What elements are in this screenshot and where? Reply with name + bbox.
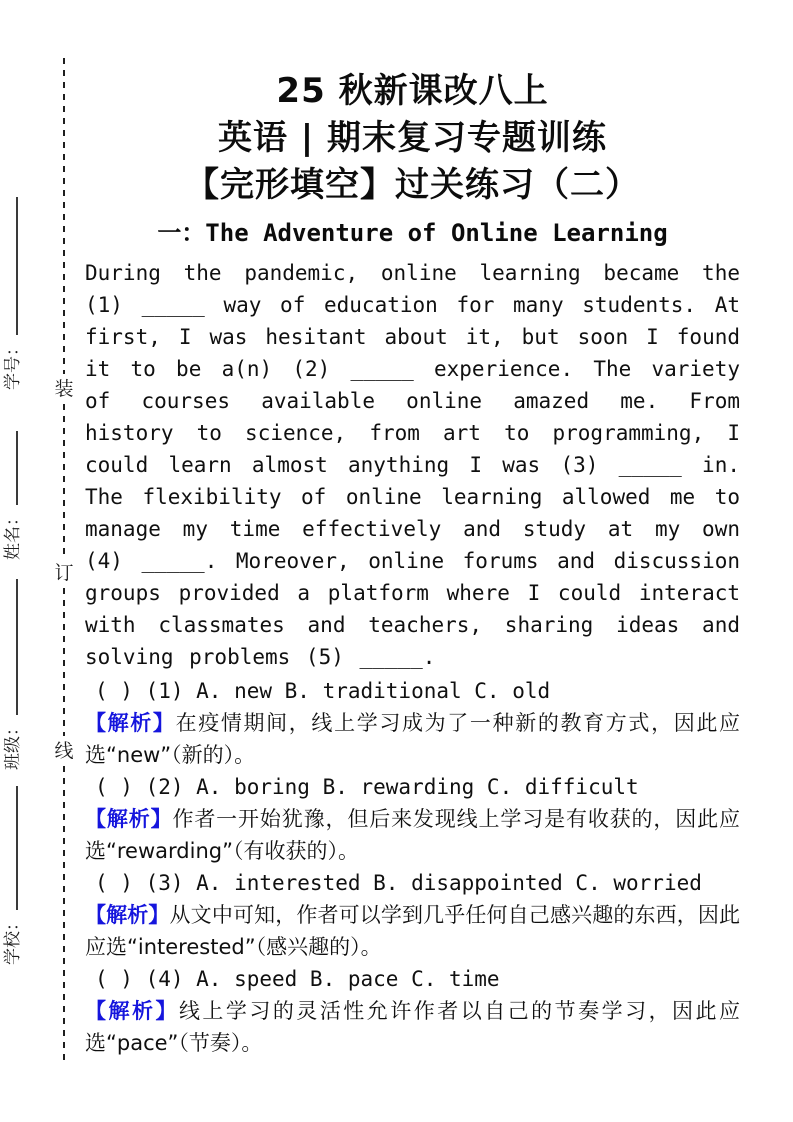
binding-dashed-segment	[63, 766, 65, 1066]
question-1-options: ( ) (1) A. new B. traditional C. old	[95, 679, 551, 703]
analysis-tag: 【解析】	[85, 903, 170, 927]
question-4-options: ( ) (4) A. speed B. pace C. time	[95, 967, 500, 991]
binding-dashed-segment	[63, 588, 65, 736]
worksheet-content	[85, 68, 740, 1059]
analysis-text: 从文中可知，作者可以学到几乎任何自己感兴趣的东西，因此应选“interested”（感兴趣的）。	[85, 903, 741, 959]
cloze-passage: During the pandemic, online learning became the (1) _____ way of education for many students. At first, I was hesitant about it, but soon I found it to be a(n) (2) _____ experience. The variety of courses available online amazed me. From history to science, from art to programming, I could learn almost anything I was (3) _____ in. The flexibility of online learning allowed me to manage my time effectively and study at my own (4) _____. Moreover, online forums and discussion groups provided a platform where I could interact with classmates and teachers, sharing ideas and solving problems (5) _____.	[85, 261, 740, 669]
analysis-3	[85, 899, 740, 963]
fill-blank-student-id	[0, 185, 28, 390]
section-heading: 一：The Adventure of Online Learning	[157, 219, 668, 247]
analysis-4	[85, 995, 740, 1059]
page-title-line-2: 英语 | 期末复习专题训练	[217, 118, 608, 158]
fill-blank-class	[0, 565, 28, 770]
question-2-options: ( ) (2) A. boring B. rewarding C. difficult	[95, 775, 639, 799]
binding-line	[55, 58, 73, 1066]
binding-dashed-segment	[63, 58, 65, 374]
page-title-line-1: 25 秋新课改八上	[276, 71, 549, 111]
binding-dashed-segment	[63, 404, 65, 558]
fill-blank-school	[0, 775, 28, 965]
name-label: 姓名：	[3, 509, 23, 560]
blank-line	[0, 431, 18, 505]
student-id-label: 学号：	[3, 339, 23, 390]
binding-char-ding: 订	[54, 562, 74, 584]
blank-line	[0, 579, 18, 715]
analysis-tag: 【解析】	[85, 999, 179, 1023]
blank-line	[0, 197, 18, 335]
analysis-tag: 【解析】	[85, 807, 173, 831]
question-answer-section	[85, 675, 740, 1059]
fill-blank-name	[0, 420, 28, 560]
analysis-1	[85, 707, 740, 771]
school-label: 学校：	[3, 914, 23, 965]
analysis-text: 线上学习的灵活性允许作者以自己的节奏学习，因此应选“pace”（节奏）。	[85, 999, 741, 1055]
analysis-text: 作者一开始犹豫，但后来发现线上学习是有收获的，因此应选“rewarding”（有收获的）。	[85, 807, 741, 863]
blank-line	[0, 786, 18, 910]
page-title-line-3: 【完形填空】过关练习（二）	[185, 165, 640, 205]
question-3-options: ( ) (3) A. interested B. disappointed C. worried	[95, 871, 702, 895]
analysis-tag: 【解析】	[85, 711, 176, 735]
analysis-2	[85, 803, 740, 867]
analysis-text: 在疫情期间，线上学习成为了一种新的教育方式，因此应选“new”（新的）。	[85, 711, 741, 767]
binding-char-zhuang: 装	[54, 378, 74, 400]
binding-char-xian: 线	[54, 740, 74, 762]
class-label: 班级：	[3, 719, 23, 770]
